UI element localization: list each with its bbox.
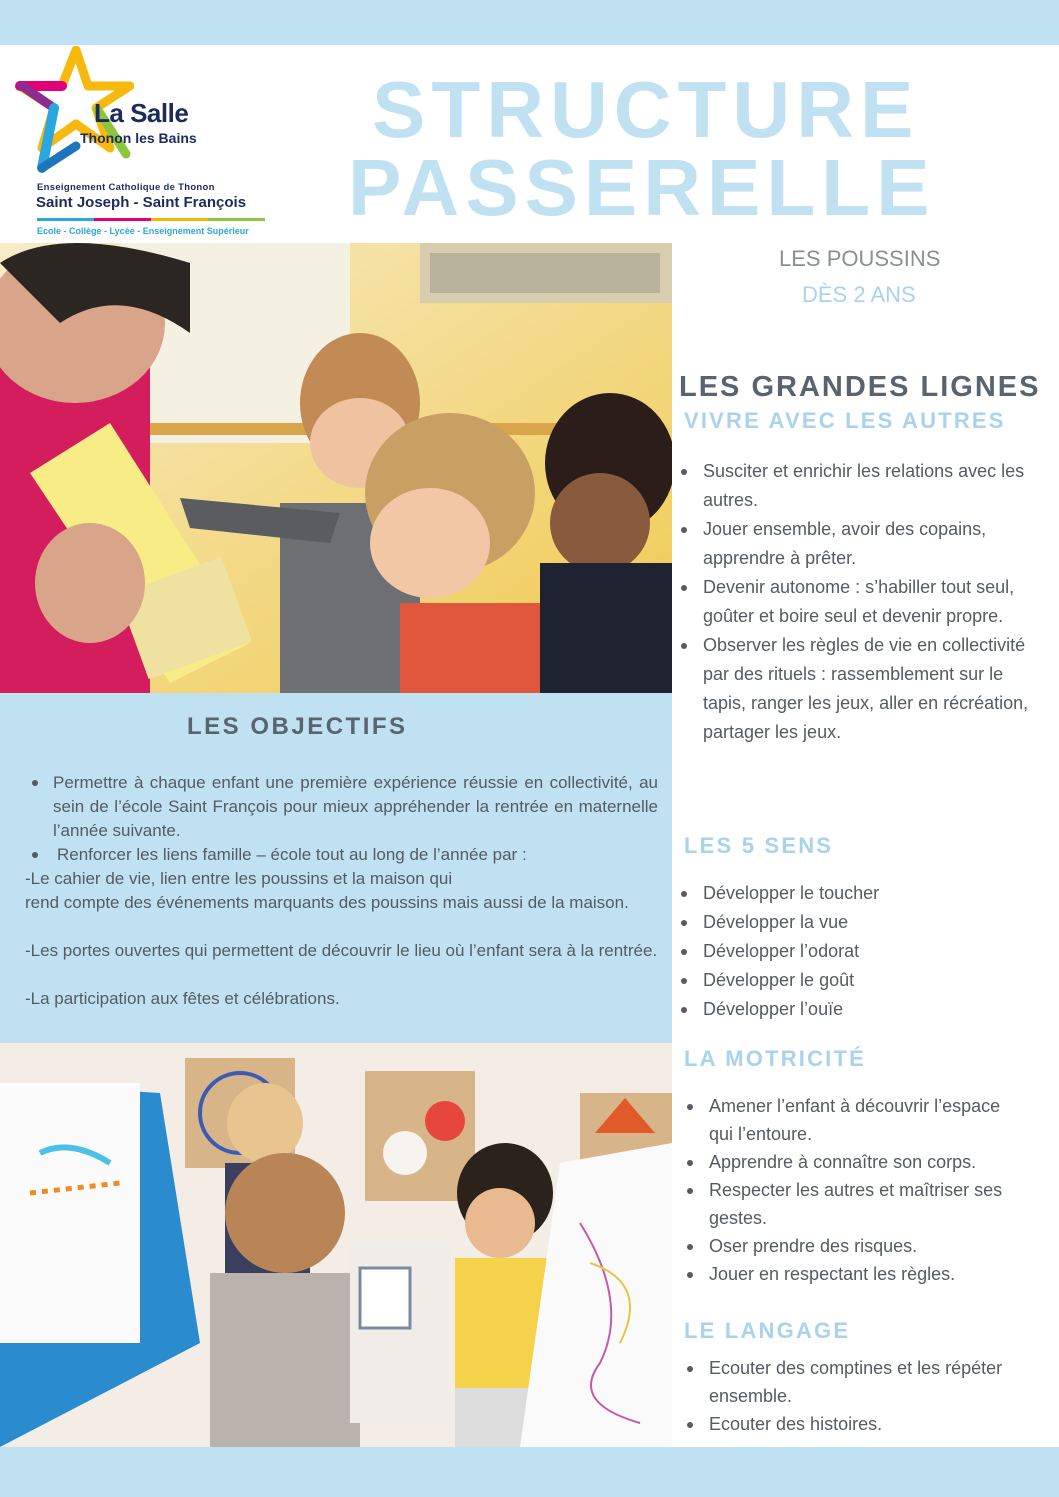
main-heading: LES GRANDES LIGNES (679, 371, 1041, 403)
list-item: Devenir autonome : s’habiller tout seul, goûter et boire seul et devenir propre. (703, 573, 1038, 631)
section-title-vivre: VIVRE AVEC LES AUTRES (684, 408, 1006, 433)
list-motricite (709, 1092, 1029, 1288)
logo-school-name: Saint Joseph - Saint François (36, 194, 247, 211)
list-item: Oser prendre des risques. (709, 1232, 1029, 1260)
top-band (0, 0, 1059, 45)
logo-color-rule (37, 218, 265, 221)
subtitle-group: LES POUSSINS (779, 246, 941, 271)
objectives-heading: LES OBJECTIFS (187, 713, 408, 740)
school-logo[interactable] (14, 46, 274, 242)
subtitle-age: DÈS 2 ANS (802, 282, 916, 307)
objective-detail: -La participation aux fêtes et célébrations. (25, 989, 340, 1008)
logo-brand: La Salle (94, 98, 189, 128)
list-sens (703, 879, 1038, 1024)
list-vivre (703, 457, 1038, 747)
photo-drawing-image (0, 1043, 672, 1447)
objective-item: Renforcer les liens famille – école tout au long de l’année par : (57, 845, 527, 864)
list-item: Susciter et enrichir les relations avec les autres. (703, 457, 1038, 515)
photo-drawing-activity (0, 1043, 672, 1447)
objective-item: Permettre à chaque enfant une première expérience réussie en collectivité, au sein de l’école Saint François pour mieux appréhender la rentrée en maternelle l’année suivante. (53, 773, 658, 840)
photo-reading-image (0, 243, 672, 693)
list-item: Jouer en respectant les règles. (709, 1260, 1029, 1288)
list-item: Observer les règles de vie en collectivité par des rituels : rassemblement sur le tapis, ranger les jeux, aller en récréation, partager les jeux. (703, 631, 1038, 747)
list-item: Ecouter des histoires. (709, 1410, 1039, 1438)
page-title-line-1: STRUCTURE (372, 65, 920, 154)
bullet-dot (32, 852, 38, 858)
list-item: Développer l’odorat (703, 937, 1038, 966)
list-item: Apprendre à connaître son corps. (709, 1148, 1029, 1176)
list-item: Jouer ensemble, avoir des copains, apprendre à prêter. (703, 515, 1038, 573)
objective-detail: -Le cahier de vie, lien entre les poussins et la maison qui (25, 869, 453, 888)
list-item: Développer le toucher (703, 879, 1038, 908)
bottom-band (0, 1447, 1059, 1497)
list-item: Développer l’ouïe (703, 995, 1038, 1024)
list-item: Ecouter des comptines et les répéter ensemble. (709, 1354, 1039, 1410)
list-langage (709, 1354, 1039, 1438)
list-item: Développer la vue (703, 908, 1038, 937)
section-title-langage: LE LANGAGE (684, 1318, 851, 1343)
objectives-panel (0, 693, 672, 1043)
list-item: Développer le goût (703, 966, 1038, 995)
logo-city: Thonon les Bains (80, 130, 197, 146)
section-title-motricite: LA MOTRICITÉ (684, 1046, 867, 1071)
logo-tagline: Enseignement Catholique de Thonon (37, 182, 215, 193)
list-item: Amener l’enfant à découvrir l’espace qui l’entoure. (709, 1092, 1029, 1148)
photo-reading-activity (0, 243, 672, 693)
objective-detail: rend compte des événements marquants des poussins mais aussi de la maison. (25, 893, 629, 912)
objective-detail: -Les portes ouvertes qui permettent de découvrir le lieu où l’enfant sera à la rentrée. (25, 941, 658, 960)
section-title-sens: LES 5 SENS (684, 833, 834, 858)
list-item: Respecter les autres et maîtriser ses gestes. (709, 1176, 1029, 1232)
bullet-dot (32, 780, 38, 786)
logo-levels: Ecole - Collège - Lycée - Enseignement Supérieur (37, 226, 249, 236)
page-title-line-2: PASSERELLE (348, 143, 936, 232)
